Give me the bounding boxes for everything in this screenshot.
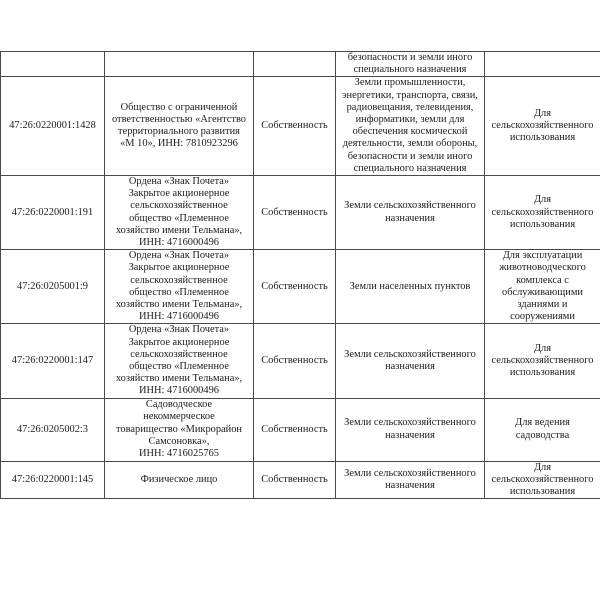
- owner-line: ответственностью «Агентство: [111, 114, 246, 126]
- cadastral-number-cell: [1, 52, 105, 77]
- table-row: [1, 250, 600, 324]
- permitted-use-line: комплекса с: [516, 274, 569, 286]
- table-row: [1, 461, 600, 499]
- table-row: [1, 77, 600, 176]
- table-row: [1, 398, 600, 461]
- land-category-line: информатики, земли для: [355, 114, 465, 126]
- land-category-line: назначения: [385, 361, 435, 373]
- land-category-line: Земли сельскохозяйственного: [344, 348, 476, 360]
- land-category-cell: [336, 250, 485, 324]
- permitted-use-cell: [485, 250, 600, 324]
- owner-line: «М 10», ИНН: 7810923296: [120, 138, 238, 150]
- owner-line: Общество с ограниченной: [120, 101, 238, 113]
- land-category-line: назначения: [385, 212, 435, 224]
- permitted-use-line: Для эксплуатации: [502, 250, 583, 262]
- land-category-line: назначения: [385, 429, 435, 441]
- right-type-cell: Собственность: [254, 461, 336, 499]
- owner-line: территориального развития: [118, 126, 240, 138]
- right-type-cell: Собственность: [254, 398, 336, 461]
- right-type-cell: Собственность: [254, 250, 336, 324]
- table-row-continuation: [1, 52, 600, 77]
- owner-line: Закрытое акционерное: [128, 336, 230, 348]
- land-category-line: специального назначения: [353, 64, 467, 76]
- permitted-use-line: сельскохозяйственного: [491, 120, 594, 132]
- cadastral-number-cell: 47:26:0220001:191: [1, 176, 105, 250]
- permitted-use-line: зданиями и: [517, 299, 568, 311]
- owner-line: Ордена «Знак Почета»: [128, 176, 230, 188]
- land-category-line: Земли населенных пунктов: [349, 280, 471, 292]
- right-type-cell: Собственность: [254, 324, 336, 398]
- permitted-use-cell: [485, 77, 600, 176]
- permitted-use-line: использования: [509, 218, 576, 230]
- permitted-use-line: Для: [533, 107, 552, 119]
- permitted-use-line: Для: [533, 461, 552, 473]
- owner-line: Ордена «Знак Почета»: [128, 324, 230, 336]
- land-category-line: обеспечения космической: [352, 126, 468, 138]
- owner-line: Физическое лицо: [140, 473, 218, 485]
- table-row: [1, 324, 600, 398]
- owner-cell: [105, 77, 254, 176]
- permitted-use-line: обслуживающими: [502, 286, 583, 298]
- owner-line: Садоводческое: [145, 399, 213, 411]
- owner-line: ИНН: 4716000496: [139, 237, 219, 249]
- land-category-line: деятельности, земли обороны,: [342, 138, 478, 150]
- permitted-use-line: Для: [533, 342, 552, 354]
- permitted-use-line: сельскохозяйственного: [491, 354, 594, 366]
- owner-line: сельскохозяйственное: [130, 348, 228, 360]
- permitted-use-line: использования: [509, 486, 576, 498]
- permitted-use-line: сельскохозяйственного: [491, 206, 594, 218]
- land-category-line: Земли сельскохозяйственного: [344, 467, 476, 479]
- owner-line: общество «Племенное: [129, 212, 229, 224]
- owner-line: хозяйство имени Тельмана»,: [115, 373, 243, 385]
- land-category-cell: [336, 77, 485, 176]
- land-category-cell: [336, 176, 485, 250]
- owner-line: общество «Племенное: [129, 286, 229, 298]
- permitted-use-cell: [485, 398, 600, 461]
- permitted-use-cell: [485, 461, 600, 499]
- owner-line: Самсоновка»,: [148, 435, 210, 447]
- cadastral-number-cell: 47:26:0205001:9: [1, 250, 105, 324]
- owner-line: Закрытое акционерное: [128, 188, 230, 200]
- permitted-use-line: Для: [533, 194, 552, 206]
- owner-line: Закрытое акционерное: [128, 262, 230, 274]
- right-type-cell: Собственность: [254, 176, 336, 250]
- permitted-use-line: садоводства: [515, 429, 570, 441]
- land-category-line: безопасности и земли иного: [347, 150, 473, 162]
- permitted-use-line: использования: [509, 132, 576, 144]
- land-category-line: безопасности и земли иного: [347, 52, 473, 63]
- owner-cell: [105, 176, 254, 250]
- land-category-line: Земли сельскохозяйственного: [344, 200, 476, 212]
- land-category-line: энергетики, транспорта, связи,: [342, 89, 478, 101]
- land-category-cell: [336, 398, 485, 461]
- land-category-cell: [336, 461, 485, 499]
- cadastral-number-cell: 47:26:0220001:145: [1, 461, 105, 499]
- permitted-use-line: Для ведения: [515, 417, 570, 429]
- permitted-use-cell: [485, 324, 600, 398]
- owner-line: некоммерческое: [143, 411, 215, 423]
- land-category-cell: [336, 324, 485, 398]
- permitted-use-cell: [485, 52, 600, 77]
- right-type-cell: Собственность: [254, 77, 336, 176]
- owner-cell: [105, 52, 254, 77]
- owner-line: товарищество «Микрорайон: [116, 423, 242, 435]
- land-category-line: радиовещания, телевидения,: [346, 101, 474, 113]
- owner-line: сельскохозяйственное: [130, 200, 228, 212]
- land-category-line: назначения: [385, 479, 435, 491]
- permitted-use-line: животноводческого: [499, 262, 586, 274]
- land-category-cell: [336, 52, 485, 77]
- cadastral-number-cell: 47:26:0220001:1428: [1, 77, 105, 176]
- owner-cell: [105, 398, 254, 461]
- right-type-cell: [254, 52, 336, 77]
- land-category-line: специального назначения: [353, 162, 467, 174]
- owner-line: общество «Племенное: [129, 361, 229, 373]
- land-category-line: Земли промышленности,: [354, 77, 466, 89]
- owner-cell: [105, 461, 254, 499]
- owner-line: ИНН: 4716000496: [139, 311, 219, 323]
- permitted-use-line: сельскохозяйственного: [491, 473, 594, 485]
- owner-cell: [105, 324, 254, 398]
- cadastral-number-cell: 47:26:0220001:147: [1, 324, 105, 398]
- owner-cell: [105, 250, 254, 324]
- owner-line: сельскохозяйственное: [130, 274, 228, 286]
- permitted-use-cell: [485, 176, 600, 250]
- cadastral-number-cell: 47:26:0205002:3: [1, 398, 105, 461]
- owner-line: Ордена «Знак Почета»: [128, 250, 230, 262]
- land-category-line: Земли сельскохозяйственного: [344, 417, 476, 429]
- owner-line: хозяйство имени Тельмана»,: [115, 224, 243, 236]
- owner-line: хозяйство имени Тельмана»,: [115, 299, 243, 311]
- permitted-use-line: сооружениями: [510, 311, 575, 323]
- table-row: [1, 176, 600, 250]
- permitted-use-line: использования: [509, 367, 576, 379]
- owner-line: ИНН: 4716025765: [139, 447, 219, 459]
- owner-line: ИНН: 4716000496: [139, 385, 219, 397]
- land-parcels-table: [0, 51, 600, 499]
